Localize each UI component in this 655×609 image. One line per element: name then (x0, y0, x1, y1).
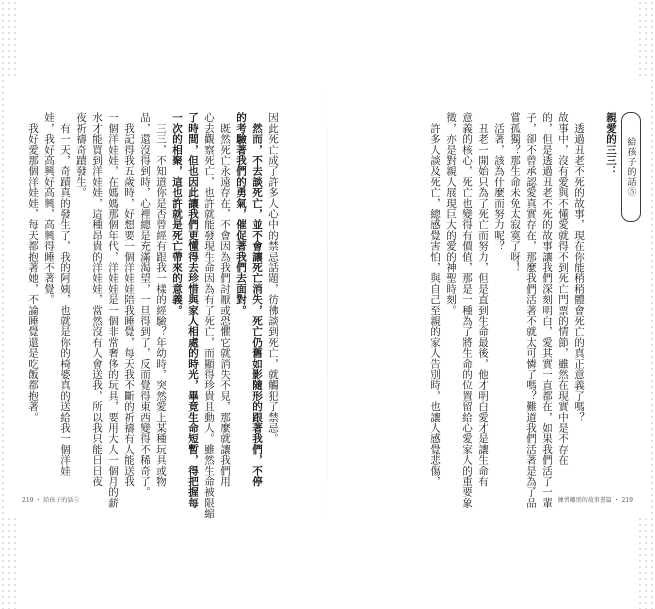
right-page (331, 78, 649, 518)
text-column: 的考驗著我們的勇氣，催促著我們去面對。 (235, 112, 247, 316)
left-page (6, 78, 324, 518)
text-column: 一個洋娃娃，在媽媽那個年代，洋娃娃是一個非常奢侈的玩具，要用大人一個月的薪 (107, 112, 119, 508)
left-folio: 219 ・ 給孩子的話⑤ (22, 497, 80, 504)
text-column: 許多人談及死亡，總感覺害怕，與自己至親的家人告別時，也讓人感覺悲傷， (429, 112, 441, 487)
text-column: 夜祈禱奇蹟發生。 (75, 112, 87, 198)
text-column: 透過丑老不死的故事，現在你能稍稍體會死亡的真正意義了嗎？ (573, 112, 585, 423)
text-column: 我好愛那個洋娃娃，每天都抱著她，不論睡覺還是吃飯都抱著。 (27, 112, 39, 423)
text-column: 活著，該為什麼而努力呢？ (493, 112, 505, 252)
text-column: 親愛的三三： (605, 112, 617, 177)
text-column: 既然死亡永遠存在，不會因為我們討厭或恐懼它就消失不見，那麼就讓我們用 (219, 112, 231, 487)
text-column: 意義的核心，死亡也變得有價值，那是一種為了將生命的位置留給心愛家人的重要象 (461, 112, 473, 508)
text-column: 水才能買到洋娃娃，這種昂貴的洋娃娃，當然沒有人會送我，所以我只能日日夜 (91, 112, 103, 487)
text-column: 徵，亦是對親人展現巨大的愛的神聖時刻。 (445, 112, 457, 316)
text-column: 因此死亡成了許多人心中的禁忌話題，彷彿談到死亡，就觸犯了禁忌。 (267, 112, 279, 444)
text-column: 了時間，但也因此讓我們更懂得去珍惜與家人相處的時光，畢竟生命短暫，得把握每 (187, 112, 199, 508)
text-column: 的，但是透過丑老不死的故事讓我們深刻明白，愛其實一直都在，如果我們活了一輩 (541, 112, 553, 508)
text-column: 有一天，奇蹟真的發生了，我的阿姨，也就是你的椅婆真的送給我一個洋娃 (59, 112, 71, 476)
text-column: 娃，我好高興好高興，高興得睡不著覺。 (43, 112, 55, 305)
text-column: 三三，不知道你是否曾經有跟我一樣的經驗？年幼時，突然愛上某種玩具或物 (155, 112, 167, 487)
text-column: 子，卻不曾承認愛真實存在，那麼我們活著不就太可憐了嗎？難道我們活著是為了品 (525, 112, 537, 508)
text-column: 然而，不去談死亡，並不會讓死亡消失，死亡仍舊如影隨形的跟著我們，不停 (251, 112, 263, 487)
right-folio: 練習離別的故事書篇 ・ 219 (557, 497, 633, 504)
text-column (588, 112, 601, 492)
chapter-badge (621, 112, 641, 222)
text-column: 一次的相聚，這也許就是死亡帶來的意義。 (171, 112, 183, 316)
text-column: 丑老一開始只為了死亡而努力，但是直到生命最後，他才明白愛才是讓生命有 (477, 112, 489, 487)
chapter-badge-label: 給孩子的話⑤ (625, 137, 636, 197)
text-column: 心去觀察死亡，也許就能發現生命因為有了死亡，而顯得珍貴且動人。雖然生命被限縮 (203, 112, 215, 519)
text-column: 故事中，沒有愛與不懂愛就得不到死亡門票的情節，雖然在現實中是不存在 (557, 112, 569, 466)
text-column: 嘗孤獨？那生命未免太寂寞了呀！ (509, 112, 521, 273)
book-gutter (327, 70, 328, 539)
text-column: 我記得我五歲時，好想要一個洋娃娃陪我睡覺，每天我不斷的祈禱有人能送我 (123, 112, 135, 487)
text-column: 品，還沒得到時，心裡總是充滿渴望，一旦得到了，反而覺得東西變得不稀奇了。 (139, 112, 151, 498)
